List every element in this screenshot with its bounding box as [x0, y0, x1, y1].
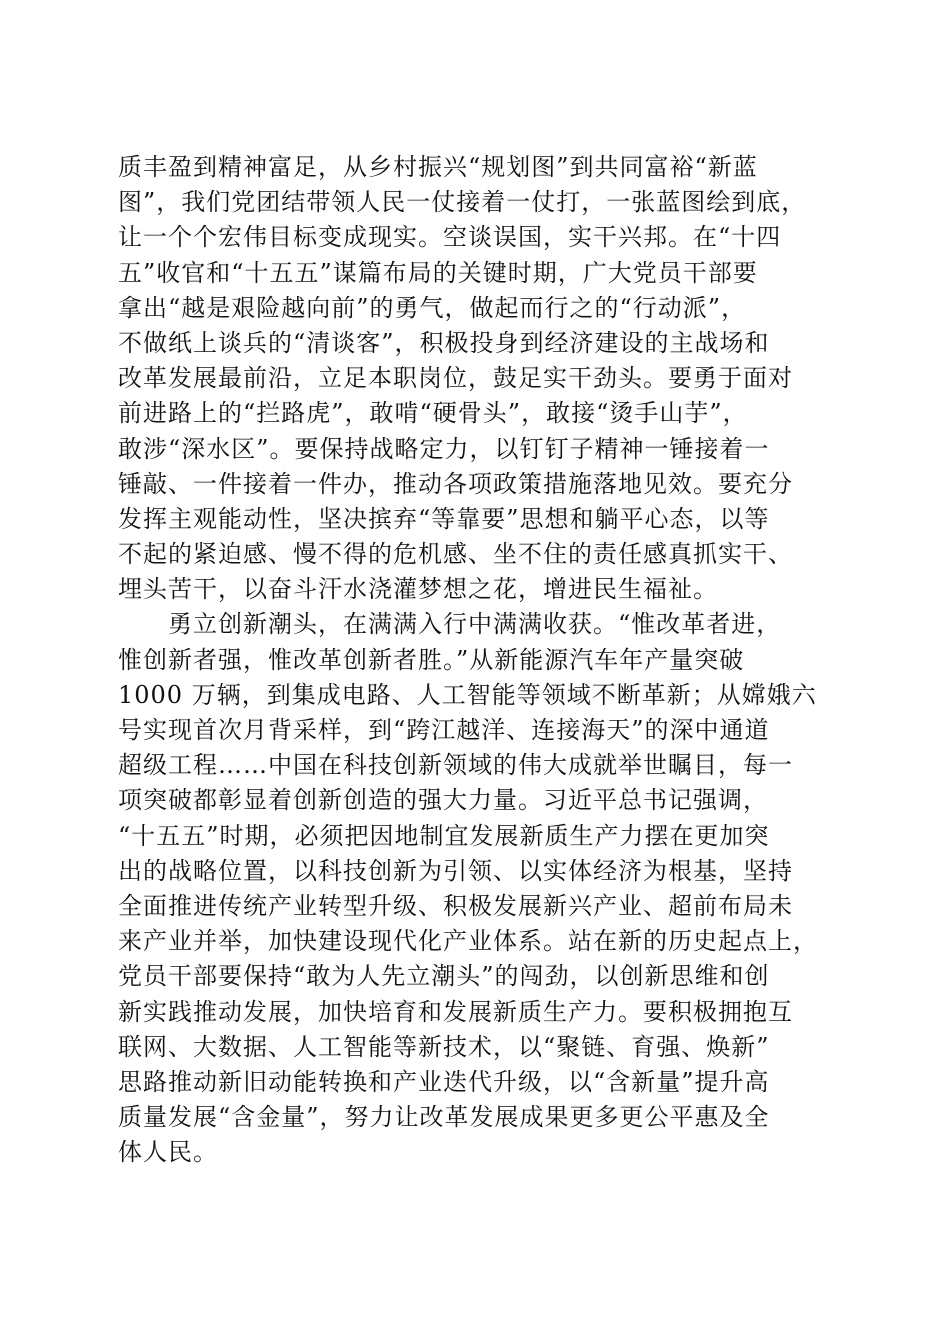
- text-line: 埋头苦干，以奋斗汗水浇灌梦想之花，增进民生福祉。: [118, 575, 718, 604]
- text-line: 项突破都彰显着创新创造的强大力量。习近平总书记强调，: [118, 786, 768, 815]
- text-line: 新实践推动发展，加快培育和发展新质生产力。要积极拥抱互: [118, 997, 793, 1026]
- text-line: 出的战略位置，以科技创新为引领、以实体经济为根基，坚持: [118, 856, 793, 885]
- text-line: 不起的紧迫感、慢不得的危机感、坐不住的责任感真抓实干、: [118, 540, 793, 569]
- text-line: 勇立创新潮头，在满满入行中满满收获。“惟改革者进，: [168, 610, 782, 639]
- text-line: 拿出“越是艰险越向前”的勇气，做起而行之的“行动派”，: [118, 293, 747, 322]
- text-line: “十五五”时期，必须把因地制宜发展新质生产力摆在更加突: [118, 821, 770, 850]
- text-line: 改革发展最前沿，立足本职岗位，鼓足实干劲头。要勇于面对: [118, 364, 793, 393]
- paragraph-1: [118, 150, 838, 607]
- text-line: 锤敲、一件接着一件办，推动各项政策措施落地见效。要充分: [118, 469, 793, 498]
- body-text: [118, 150, 838, 1170]
- text-line: 让一个个宏伟目标变成现实。空谈误国，实干兴邦。在“十四: [118, 223, 782, 252]
- text-line: 1000 万辆，到集成电路、人工智能等领域不断革新；从嫦娥六: [118, 680, 817, 709]
- text-line: 全面推进传统产业转型升级、积极发展新兴产业、超前布局未: [118, 891, 793, 920]
- text-line: 联网、大数据、人工智能等新技术，以“聚链、育强、焕新”: [118, 1032, 770, 1061]
- text-line: 来产业并举，加快建设现代化产业体系。站在新的历史起点上，: [118, 927, 818, 956]
- text-line: 不做纸上谈兵的“清谈客”，积极投身到经济建设的主战场和: [118, 328, 770, 357]
- text-line: 五”收官和“十五五”谋篇布局的关键时期，广大党员干部要: [118, 258, 758, 287]
- text-line: 前进路上的“拦路虎”，敢啃“硬骨头”，敢接“烫手山芋”，: [118, 399, 748, 428]
- text-line: 图”，我们党团结带领人民一仗接着一仗打，一张蓝图绘到底，: [118, 188, 807, 217]
- text-line: 惟创新者强，惟改革创新者胜。”从新能源汽车年产量突破: [118, 645, 745, 674]
- text-line: 思路推动新旧动能转换和产业迭代升级，以“含新量”提升高: [118, 1067, 770, 1096]
- text-line: 质量发展“含金量”，努力让改革发展成果更多更公平惠及全: [118, 1103, 770, 1132]
- paragraph-2: [118, 607, 838, 1170]
- text-line: 质丰盈到精神富足，从乡村振兴“规划图”到共同富裕“新蓝: [118, 153, 758, 181]
- text-line: 超级工程……中国在科技创新领域的伟大成就举世瞩目，每一: [118, 751, 793, 780]
- text-line: 号实现首次月背采样，到“跨江越洋、连接海天”的深中通道: [118, 716, 770, 744]
- text-line: 敢涉“深水区”。要保持战略定力，以钉钉子精神一锤接着一: [118, 434, 770, 463]
- text-line: 发挥主观能动性，坚决摈弃“等靠要”思想和躺平心态，以等: [118, 504, 770, 533]
- text-line: 党员干部要保持“敢为人先立潮头”的闯劲，以创新思维和创: [118, 962, 770, 991]
- text-line: 体人民。: [118, 1138, 218, 1167]
